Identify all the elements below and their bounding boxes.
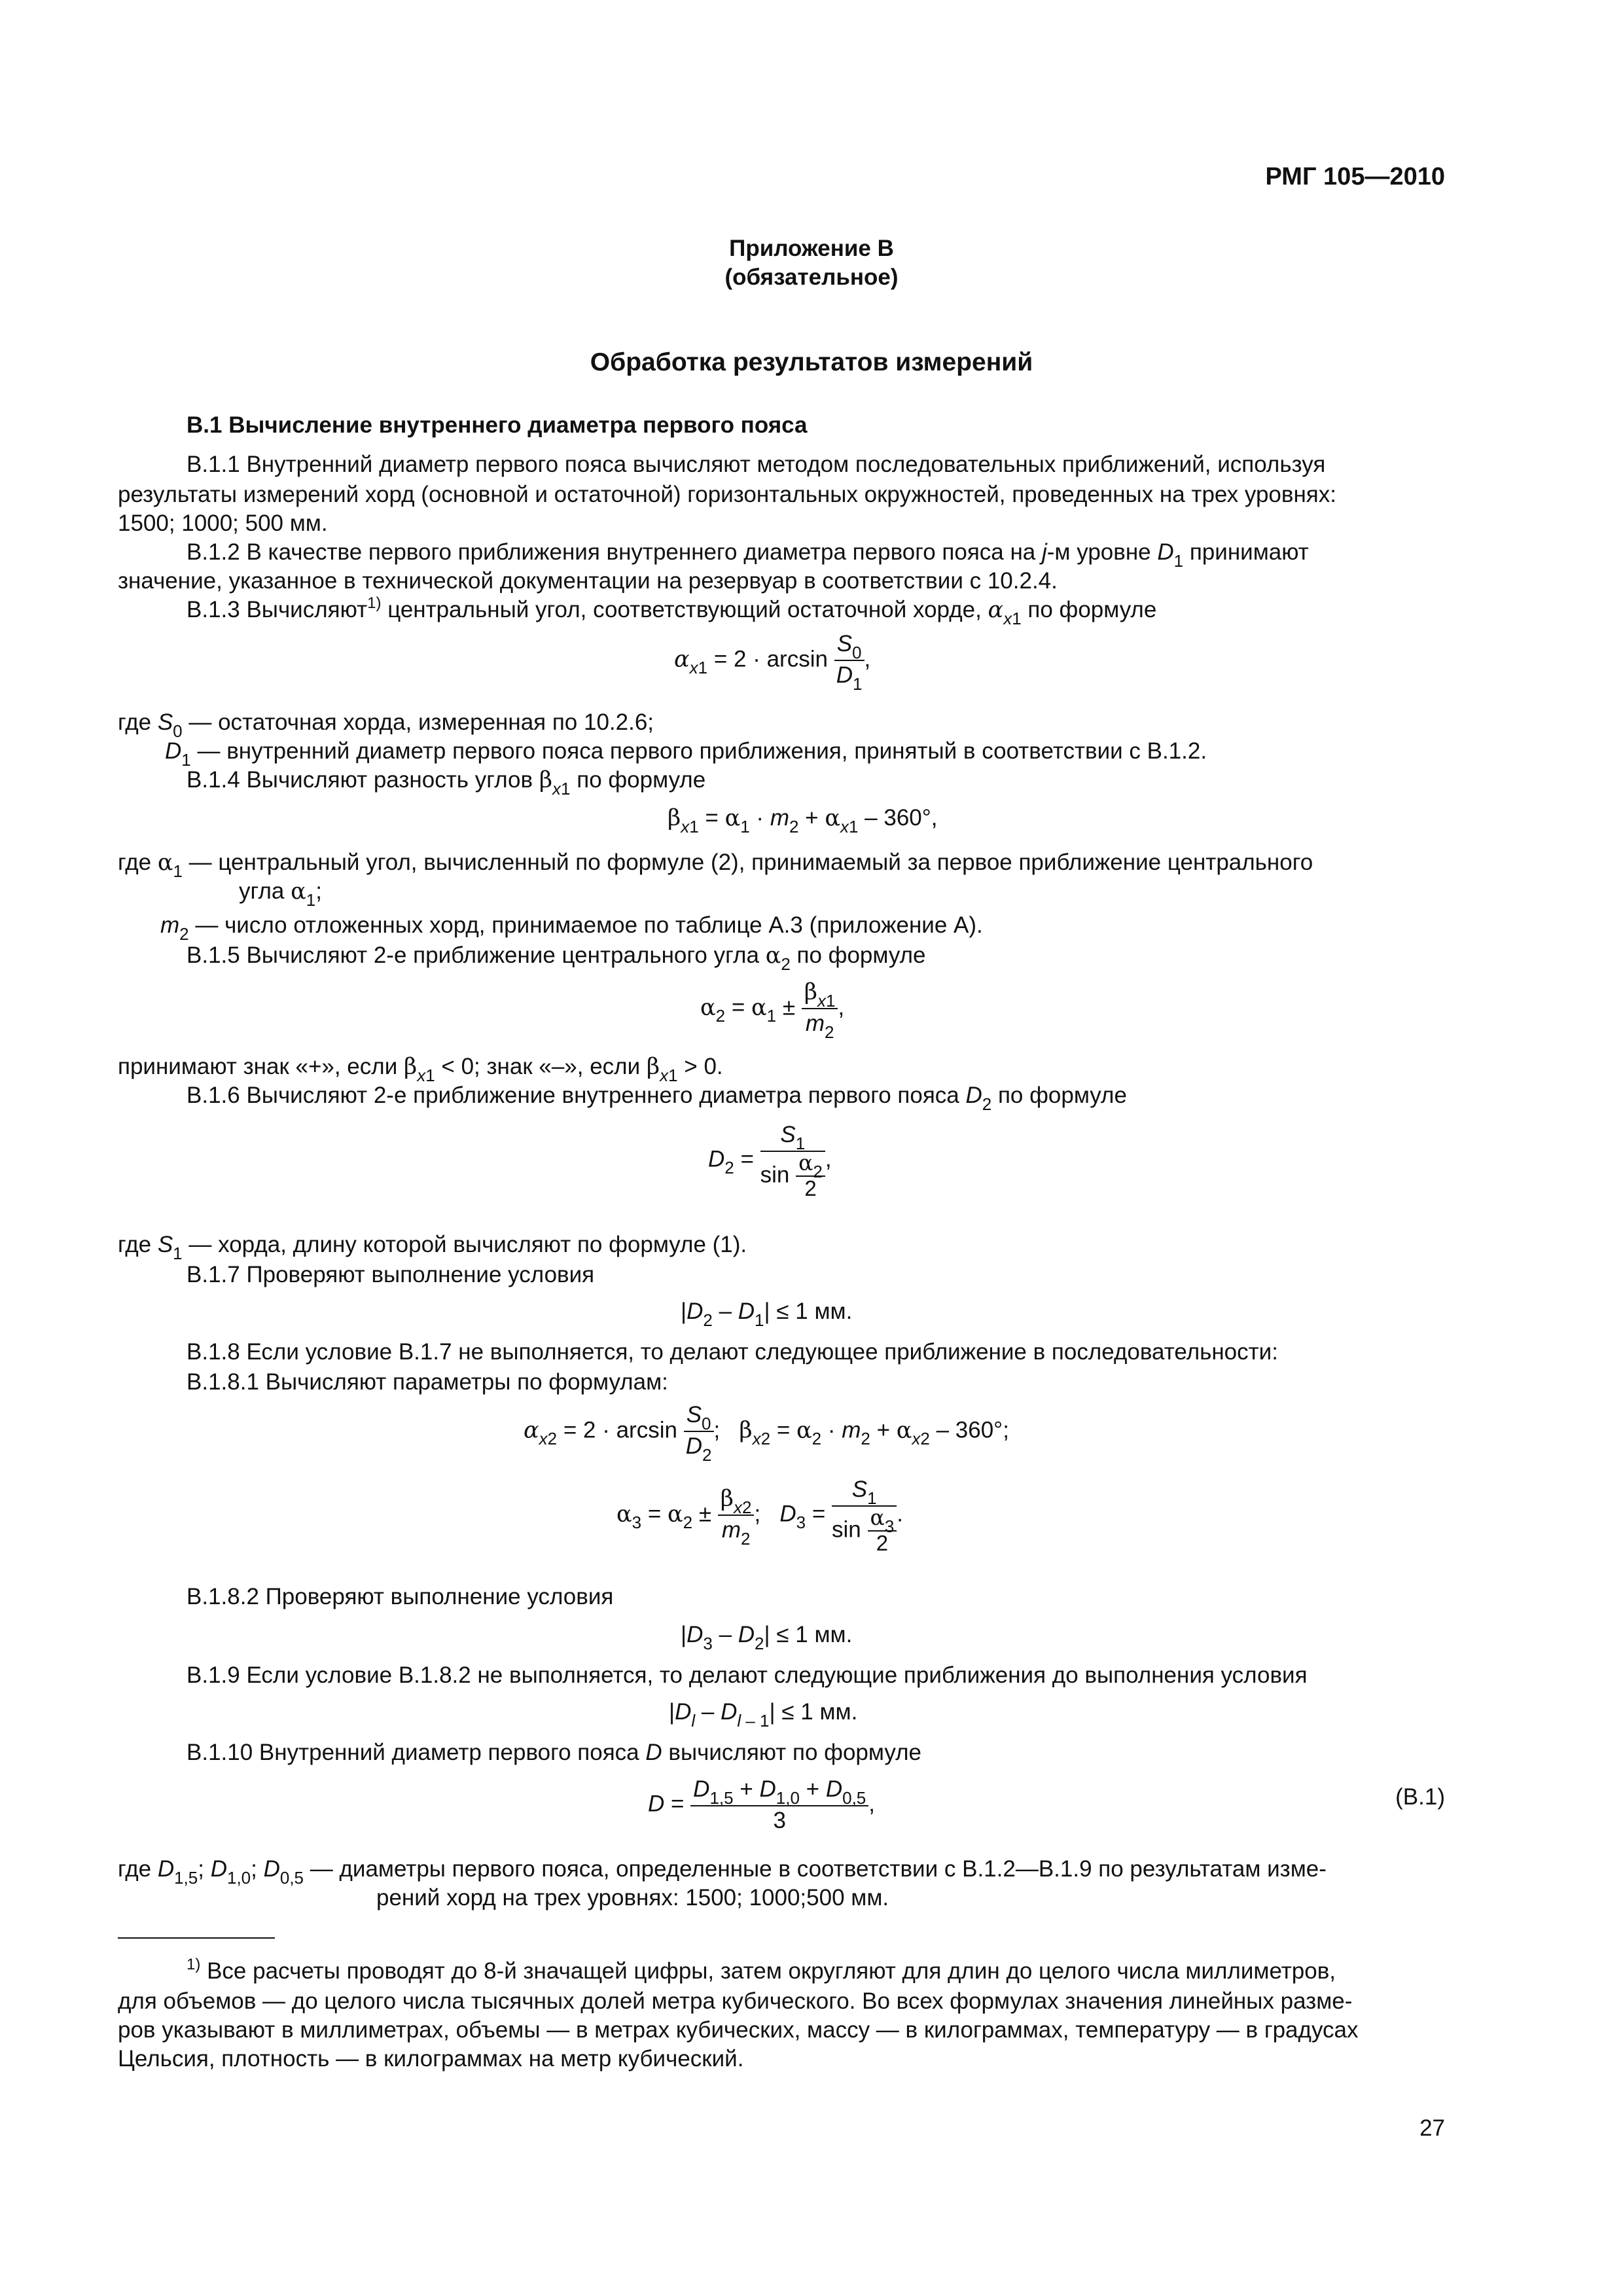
footnote-mark: 1)	[187, 1956, 201, 1973]
condition-3: $|D_l - D_{l - 1}| \le 1$ мм.	[669, 1699, 858, 1731]
where-d1: $D_1$ — внутренний диаметр первого пояса первого приближения, принятый в соответствии с В.1.2.	[165, 738, 1207, 770]
where-d-values: где $D_{1,5}$; $D_{1,0}$; $D_{0,5}$ — диаметры первого пояса, определенные в соответствии с В.1.2—В.1.9 по результатам изме-	[118, 1856, 1327, 1888]
condition-2: $|D_3 - D_2| \le 1$ мм.	[681, 1622, 853, 1653]
p-b1181: В.1.8.1 Вычисляют параметры по формулам:	[187, 1369, 668, 1395]
p-b112-line1: В.1.2 В качестве первого приближения внутреннего диаметра первого пояса на j-м уровне $D_1$ принимают	[187, 539, 1309, 571]
formula-beta-x1: $\beta_{x1} = \alpha_1 \cdot m_2 + \alpha_{x1} - 360^\circ$,	[668, 805, 938, 836]
p-b1110: В.1.10 Внутренний диаметр первого пояса D вычисляют по формуле	[187, 1740, 921, 1765]
p-b116: В.1.6 Вычисляют 2-е приближение внутреннего диаметра первого пояса $D_2$ по формуле	[187, 1083, 1127, 1114]
footnote-separator	[118, 1937, 275, 1939]
p-b114: В.1.4 Вычисляют разность углов $\beta_{x1}$ по формуле	[187, 767, 706, 798]
where-d-values-cont: рений хорд на трех уровнях: 1500; 1000;500 мм.	[376, 1885, 889, 1910]
where-alpha1-cont: угла $\alpha_1$;	[239, 878, 322, 910]
where-alpha1: где $\alpha_1$ — центральный угол, вычисленный по формуле (2), принимаемый за первое приближение центрального	[118, 850, 1313, 881]
sign-rule: принимают знак «+», если $\beta_{x1} < 0$; знак «–», если $\beta_{x1} > 0$.	[118, 1054, 723, 1085]
footnote-line4: Цельсия, плотность — в килограммах на метр кубический.	[118, 2046, 744, 2072]
p-b111-line2: результаты измерений хорд (основной и остаточной) горизонтальных окружностей, проведенных на трех уровнях:	[118, 482, 1336, 507]
b1-heading: В.1 Вычисление внутреннего диаметра первого пояса	[187, 412, 808, 438]
p-b111-line3: 1500; 1000; 500 мм.	[118, 511, 328, 536]
condition-1: $|D_2 - D_1| \le 1$ мм.	[681, 1299, 853, 1330]
footnote-line2: для объемов — до целого числа тысячных долей метра кубического. Во всех формулах значения линейных разме-	[118, 1988, 1353, 2014]
appendix-status: (обязательное)	[724, 264, 899, 290]
formula-d: D = $\frac{D_{1,5} + D_{1,0} + D_{0,5}}{3}$ ,	[648, 1776, 875, 1833]
footnote-line1: $^{1)}$ Все расчеты проводят до 8-й значащей цифры, затем округляют для длин до целого числа миллиметров,	[187, 1956, 1336, 1984]
document-code: РМГ 105—2010	[1265, 163, 1445, 190]
where-s1: где $S_1$ — хорда, длину которой вычисляют по формуле (1).	[118, 1232, 747, 1263]
equation-number: (В.1)	[1395, 1784, 1445, 1810]
formula-d2: $D_2$ = $S_1$ sin $\frac{\alpha_2}{2}$ ,	[708, 1122, 832, 1200]
p-b111-line1: В.1.1 Внутренний диаметр первого пояса вычисляют методом последовательных приближений, используя	[187, 452, 1326, 477]
p-b117: В.1.7 Проверяют выполнение условия	[187, 1262, 595, 1287]
appendix-title: Приложение В	[729, 236, 894, 261]
p-b118: В.1.8 Если условие В.1.7 не выполняется, то делают следующее приближение в последовательности:	[187, 1339, 1278, 1365]
page-number: 27	[1419, 2115, 1445, 2141]
footnote-line3: ров указывают в миллиметрах, объемы — в метрах кубических, массу — в килограммах, температуру — в градусах	[118, 2017, 1359, 2043]
where-s0: где $S_0$ — остаточная хорда, измеренная по 10.2.6;	[118, 709, 654, 741]
p-b113: В.1.3 Вычисляют$^{1)}$ центральный угол, соответствующий остаточной хорде, $\alpha_{x1}$ по формуле	[187, 594, 1157, 628]
footnote-ref: 1)	[367, 594, 382, 612]
where-m2: $m_2$ — число отложенных хорд, принимаемое по таблице А.3 (приложение А).	[160, 912, 983, 944]
p-b112-line2: значение, указанное в технической документации на резервуар в соответствии с 10.2.4.	[118, 568, 1058, 594]
formula-alpha2: $\alpha_2 = \alpha_1$ ± $\frac{\beta_{x1}}{m_2}$ ,	[700, 979, 845, 1042]
formula-alpha3-d3: $\alpha_3 = \alpha_2$ ± $\frac{\beta_{x2}}{m_2}$ ; $D_3$ = $S_1$ sin $\frac{\alpha_3}{2}$ .	[616, 1477, 904, 1555]
section-title: Обработка результатов измерений	[590, 348, 1033, 376]
p-b1182: В.1.8.2 Проверяют выполнение условия	[187, 1584, 614, 1609]
p-b119: В.1.9 Если условие В.1.8.2 не выполняется, то делают следующие приближения до выполнения условия	[187, 1662, 1308, 1688]
formula-alpha-x1: $\alpha_{x1} = 2 \cdot \arcsin$ $\frac{S_0}{D_1}$ ,	[674, 631, 871, 694]
p-b115: В.1.5 Вычисляют 2-е приближение центрального угла $\alpha_2$ по формуле	[187, 942, 926, 974]
formula-alpha-x2-beta-x2: $\alpha_{x2} = 2 \cdot \arcsin$ $\frac{S_0}{D_2}$ ; $\beta_{x2} = \alpha_2 \cdot m_2 + \alpha_{x2} - 360^\circ$;	[524, 1402, 1009, 1465]
